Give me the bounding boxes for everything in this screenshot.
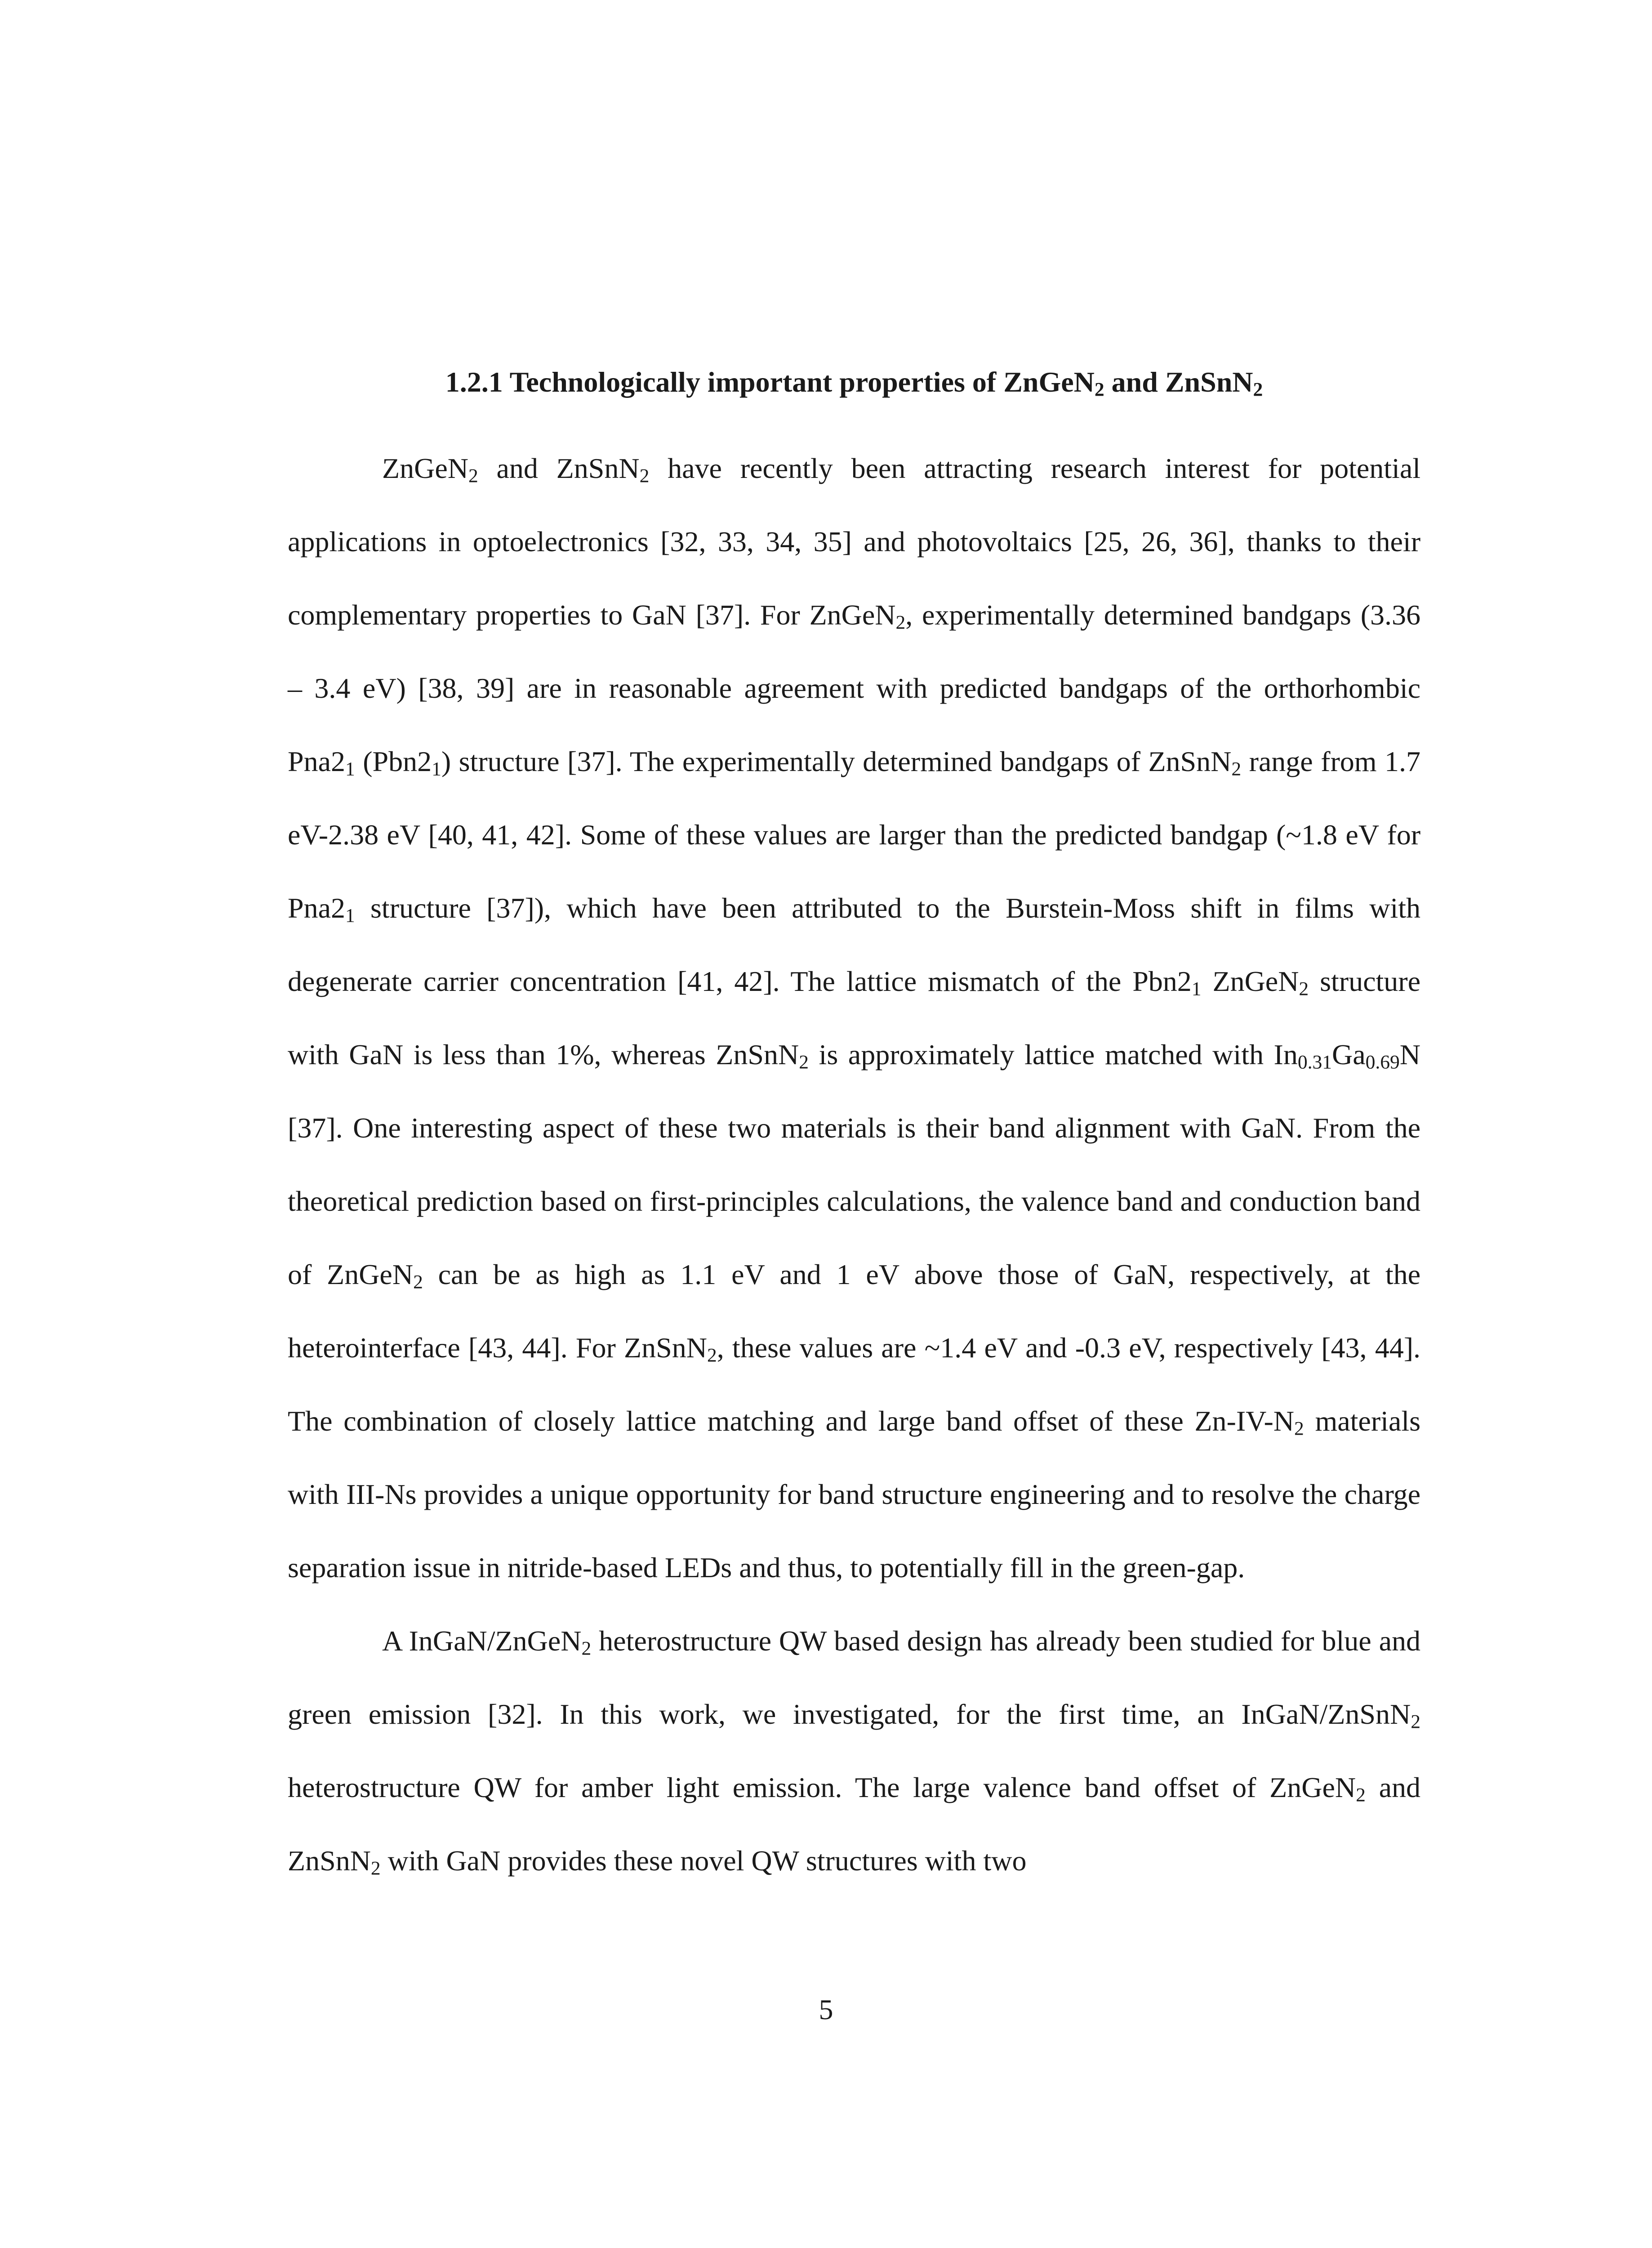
page-number: 5 — [819, 1994, 833, 2025]
paragraph-2: A InGaN/ZnGeN$_2$ heterostructure QW based design has already been studied for blue and green emission [32]. In this work, we investigated, for the first time, an InGaN/ZnSnN$_2$ heterostructure QW for amber light emission. The large valence band offset of ZnGeN$_2$ and ZnSnN$_2$ with GaN provides these novel QW structures with two — [288, 1625, 1421, 1879]
paragraph-1: ZnGeN$_2$ and ZnSnN$_2$ have recently been attracting research interest for potential applications in optoelectronics [32, 33, 34, 35] and photovoltaics [25, 26, 36], thanks to their complementary properties to GaN [37]. For ZnGeN$_2$, experimentally determined bandgaps (3.36 – 3.4 eV) [38, 39] are in reasonable agreement with predicted bandgaps of the orthorhombic $Pna2_1$ $(Pbn2_1)$ structure [37]. The experimentally determined bandgaps of ZnSnN$_2$ range from 1.7 eV-2.38 eV [40, 41, 42]. Some of these values are larger than the predicted bandgap (~1.8 eV for $Pna2_1$ structure [37]), which have been attributed to the Burstein-Moss shift in films with degenerate carrier concentration [41, 42]. The lattice mismatch of the $Pbn2_1$ ZnGeN$_2$ structure with GaN is less than 1%, whereas ZnSnN$_2$ is approximately lattice matched with $In_{0.31}Ga_{0.69}N$ [37]. One interesting aspect of these two materials is their band alignment with GaN. From the theoretical prediction based on first-principles calculations, the valence band and conduction band of ZnGeN$_2$ can be as high as 1.1 eV and 1 eV above those of GaN, respectively, at the heterointerface [43, 44]. For ZnSnN$_2$, these values are ~1.4 eV and -0.3 eV, respectively [43, 44]. The combination of closely lattice matching and large band offset of these $Zn-IV-N_2$ materials with III-Ns provides a unique opportunity for band structure engineering and to resolve the charge separation issue in nitride-based LEDs and thus, to potentially fill in the green-gap. — [288, 452, 1421, 1583]
body-text — [288, 432, 1420, 1897]
section-heading: 1.2.1 Technologically important properties of ZnGeN$_2$ and ZnSnN$_2$ — [445, 366, 1263, 401]
